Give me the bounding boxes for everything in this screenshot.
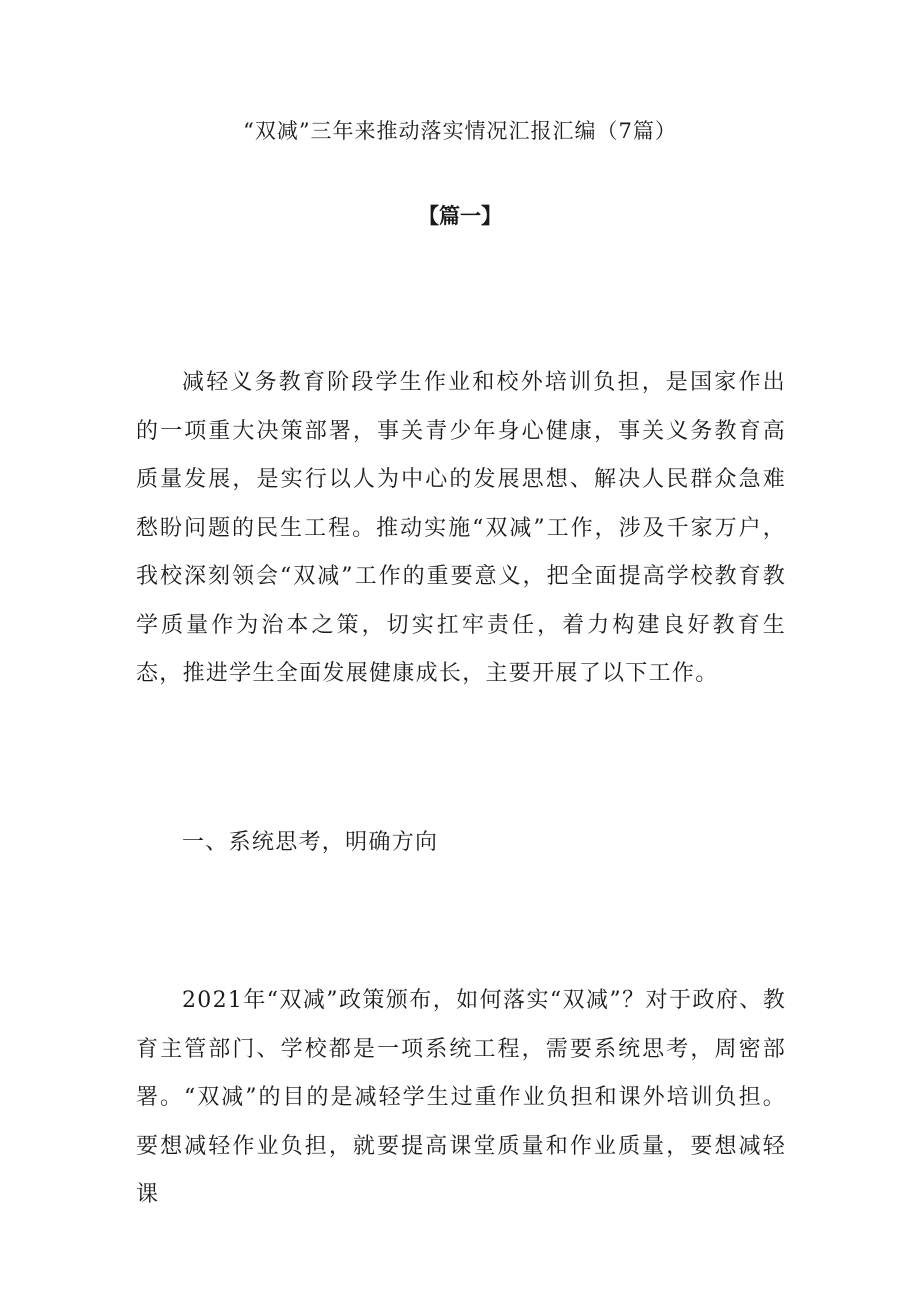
document-title: “双减”三年来推动落实情况汇报汇编（7篇） xyxy=(243,119,677,143)
intro-paragraph: 减轻义务教育阶段学生作业和校外培训负担，是国家作出的一项重大决策部署，事关青少年身心健康，事关义务教育高质量发展，是实行以人为中心的发展思想、解决人民群众急难愁盼问题的民生工程。推动实施“双减”工作，涉及千家万户，我校深刻领会“双减”工作的重要意义，把全面提高学校教育教学质量作为治本之策，切实扛牢责任，着力构建良好教育生态，推进学生全面发展健康成长，主要开展了以下工作。 xyxy=(136,370,786,686)
section-label: 【篇一】 xyxy=(418,203,502,228)
body-paragraph: 2021年“双减”政策颁布，如何落实“双减”？对于政府、教育主管部门、学校都是一项系统工程，需要系统思考，周密部署。“双减”的目的是减轻学生过重作业负担和课外培训负担。要想减轻作业负担，就要提高课堂质量和作业质量，要想减轻课 xyxy=(136,988,786,1207)
heading-1: 一、系统思考，明确方向 xyxy=(182,830,439,855)
